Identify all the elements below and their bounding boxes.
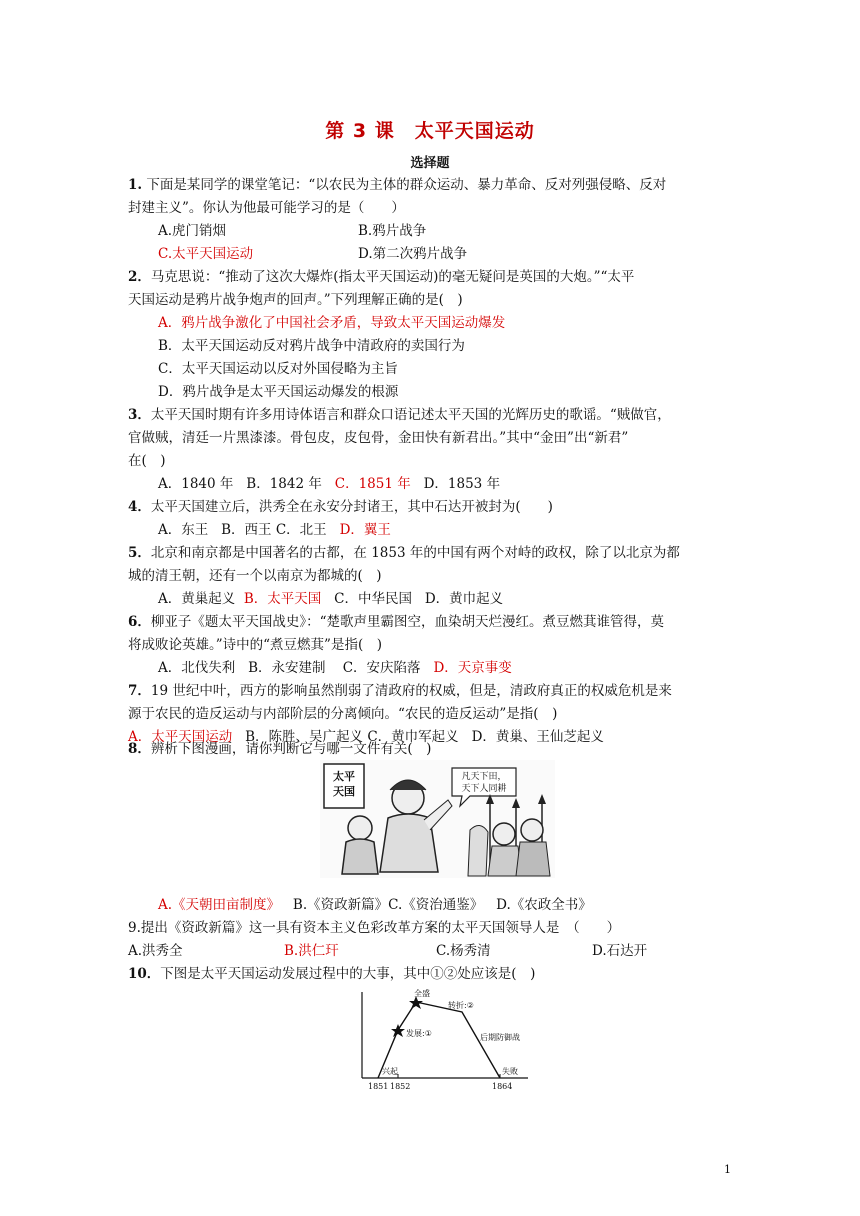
q6-options (158, 658, 512, 678)
q6-option-c: C．安庆陷落 (342, 660, 421, 676)
q1-option-d: D.第二次鸦片战争 (358, 246, 468, 262)
q7-option-a: A．太平天国运动 (128, 729, 233, 745)
comic-peasant-head (493, 823, 515, 845)
q4-option-a: A．东王 (158, 522, 209, 538)
q5-option-b: B．太平天国 (243, 591, 322, 607)
comic-flag-text: 太平 (333, 770, 355, 783)
q5-options (158, 589, 503, 609)
page-title: 第 3 课 太平天国运动 (325, 120, 535, 142)
q9-option-b: B.洪仁玕 (284, 943, 339, 959)
q6-option-b: B．永安建制 (248, 660, 326, 676)
q9-option-d: D.石达开 (592, 943, 648, 959)
q5-option-c: C．中华民国 (334, 591, 412, 607)
q1-options-row2 (158, 244, 467, 264)
q6-option-d: D．天京事变 (433, 660, 512, 676)
q8-option-a: A.《天朝田亩制度》 (158, 897, 281, 913)
q9-stem-line1: 9.提出《资政新篇》这一具有资本主义色彩改革方案的太平天国领导人是 （ ） (128, 920, 621, 936)
q9-option-a: A.洪秀全 (128, 943, 183, 959)
q3-stem-line1: 3．太平天国时期有许多用诗体语言和群众口语记述太平天国的光辉历史的歌谣。“贼做官， (128, 407, 671, 423)
q6-option-a: A．北伐失利 (158, 660, 236, 676)
q3-stem-line2: 官做贼，清廷一片黑漆漆。骨包皮，皮包骨，金田快有新君出。”其中“金田”出“新君” (128, 430, 629, 446)
q8-options (158, 895, 592, 915)
timeline-label-rise: 兴起 (382, 1067, 398, 1076)
q5-stem-line2: 城的清王朝，还有一个以南京为都城的( ) (128, 568, 382, 584)
timeline-tick-1851: 1851 (368, 1082, 389, 1091)
timeline-tick-1864: 1864 (492, 1082, 513, 1091)
q3-option-a: A．1840 年 (158, 476, 234, 492)
q9-options (128, 941, 647, 961)
q7-option-d: D．黄巢、王仙芝起义 (471, 729, 604, 745)
q2-stem-line1: 2．马克思说：“推动了这次大爆炸(指太平天国运动)的毫无疑问是英国的大炮。”“太平 (128, 269, 635, 285)
q6-stem-line2: 将成败论英雄。”诗中的“煮豆燃萁”是指( ) (128, 637, 382, 653)
q5-stem-line1: 5．北京和南京都是中国著名的古都，在 1853 年的中国有两个对峙的政权，除了以北京为都 (128, 545, 680, 561)
q3-option-c: C．1851 年 (334, 476, 411, 492)
q3-options (158, 474, 500, 494)
q2-option-b: B．太平天国运动反对鸦片战争中清政府的卖国行为 (158, 338, 465, 354)
q1-option-b: B.鸦片战争 (358, 223, 427, 239)
timeline-label-peak: 全盛 (414, 989, 430, 998)
q3-option-d: D．1853 年 (423, 476, 501, 492)
q6-stem-line1: 6．柳亚子《题太平天国战史》：“楚歌声里霸图空，血染胡天烂漫红。煮豆燃萁谁管得，莫 (128, 614, 665, 630)
q4-option-d: D．翼王 (339, 522, 391, 538)
q8-option-c: C.《资治通鉴》 (388, 897, 484, 913)
timeline-diagram (352, 988, 532, 1094)
comic-illustration (320, 760, 555, 878)
timeline-label-late-defense: 后期防御战 (480, 1033, 520, 1042)
comic-bubble-line1: 凡天下田， (461, 772, 507, 782)
q2-stem-line2: 天国运动是鸦片战争炮声的回声。”下列理解正确的是( ) (128, 292, 463, 308)
q4-option-b: B．西王 (221, 522, 272, 538)
timeline-star-development (391, 1024, 405, 1037)
q5-option-d: D．黄巾起义 (424, 591, 504, 607)
q5-option-a: A．黄巢起义 (158, 591, 236, 607)
timeline-label-development: 发展:① (406, 1029, 432, 1038)
q7-stem-line2: 源于农民的造反运动与内部阶层的分离倾向。“农民的造反运动”是指( ) (128, 706, 558, 722)
svg-text:天国: 天国 (333, 785, 355, 798)
q1-stem-line1: 1. 下面是某同学的课堂笔记：“以农民为主体的群众运动、暴力革命、反对列强侵略、反对 (128, 177, 667, 193)
q9-option-c: C.杨秀清 (436, 943, 491, 959)
comic-bubble-line2: 天下人同耕 (461, 784, 507, 794)
q7-option-c: C．黄巾军起义 (367, 729, 459, 745)
q2-option-d: D．鸦片战争是太平天国运动爆发的根源 (158, 384, 399, 400)
q8-option-b: B.《资政新篇》 (292, 897, 389, 913)
q3-stem-line3: 在( ) (128, 453, 166, 469)
q4-options (158, 520, 391, 540)
q7-stem-line1: 7．19 世纪中叶，西方的影响虽然削弱了清政府的权威，但是，清政府真正的权威危机是来 (128, 683, 672, 699)
timeline-tick-1852: 1852 (390, 1082, 411, 1091)
q1-option-c: C.太平天国运动 (158, 246, 254, 262)
q8-option-d: D.《农政全书》 (496, 897, 592, 913)
comic-follower-head (348, 816, 372, 840)
page-number: 1 (724, 1163, 731, 1176)
q4-stem-line1: 4．太平天国建立后，洪秀全在永安分封诸王，其中石达开被封为( ) (128, 499, 553, 515)
section-heading: 选择题 (410, 156, 450, 171)
q1-stem-line2: 封建主义”。你认为他最可能学习的是（ ） (128, 200, 405, 216)
q3-option-b: B．1842 年 (246, 476, 322, 492)
q2-option-c: C．太平天国运动以反对外国侵略为主旨 (158, 361, 398, 377)
q1-options-row1 (158, 221, 426, 241)
q2-option-a: A．鸦片战争激化了中国社会矛盾，导致太平天国运动爆发 (158, 315, 506, 331)
q1-option-a: A.虎门销烟 (158, 223, 227, 239)
q8-stem-line1: 8．辨析下图漫画，请你判断它与哪一文件有关( ) (128, 741, 432, 757)
timeline-label-fall: 失败 (502, 1067, 518, 1076)
timeline-label-turning: 转折:② (448, 1001, 474, 1010)
q4-option-c: C．北王 (275, 522, 327, 538)
q10-stem-line1: 10．下图是太平天国运动发展过程中的大事，其中①②处应该是( ) (128, 966, 536, 982)
q7-option-b: B．陈胜、吴广起义 (245, 729, 364, 745)
